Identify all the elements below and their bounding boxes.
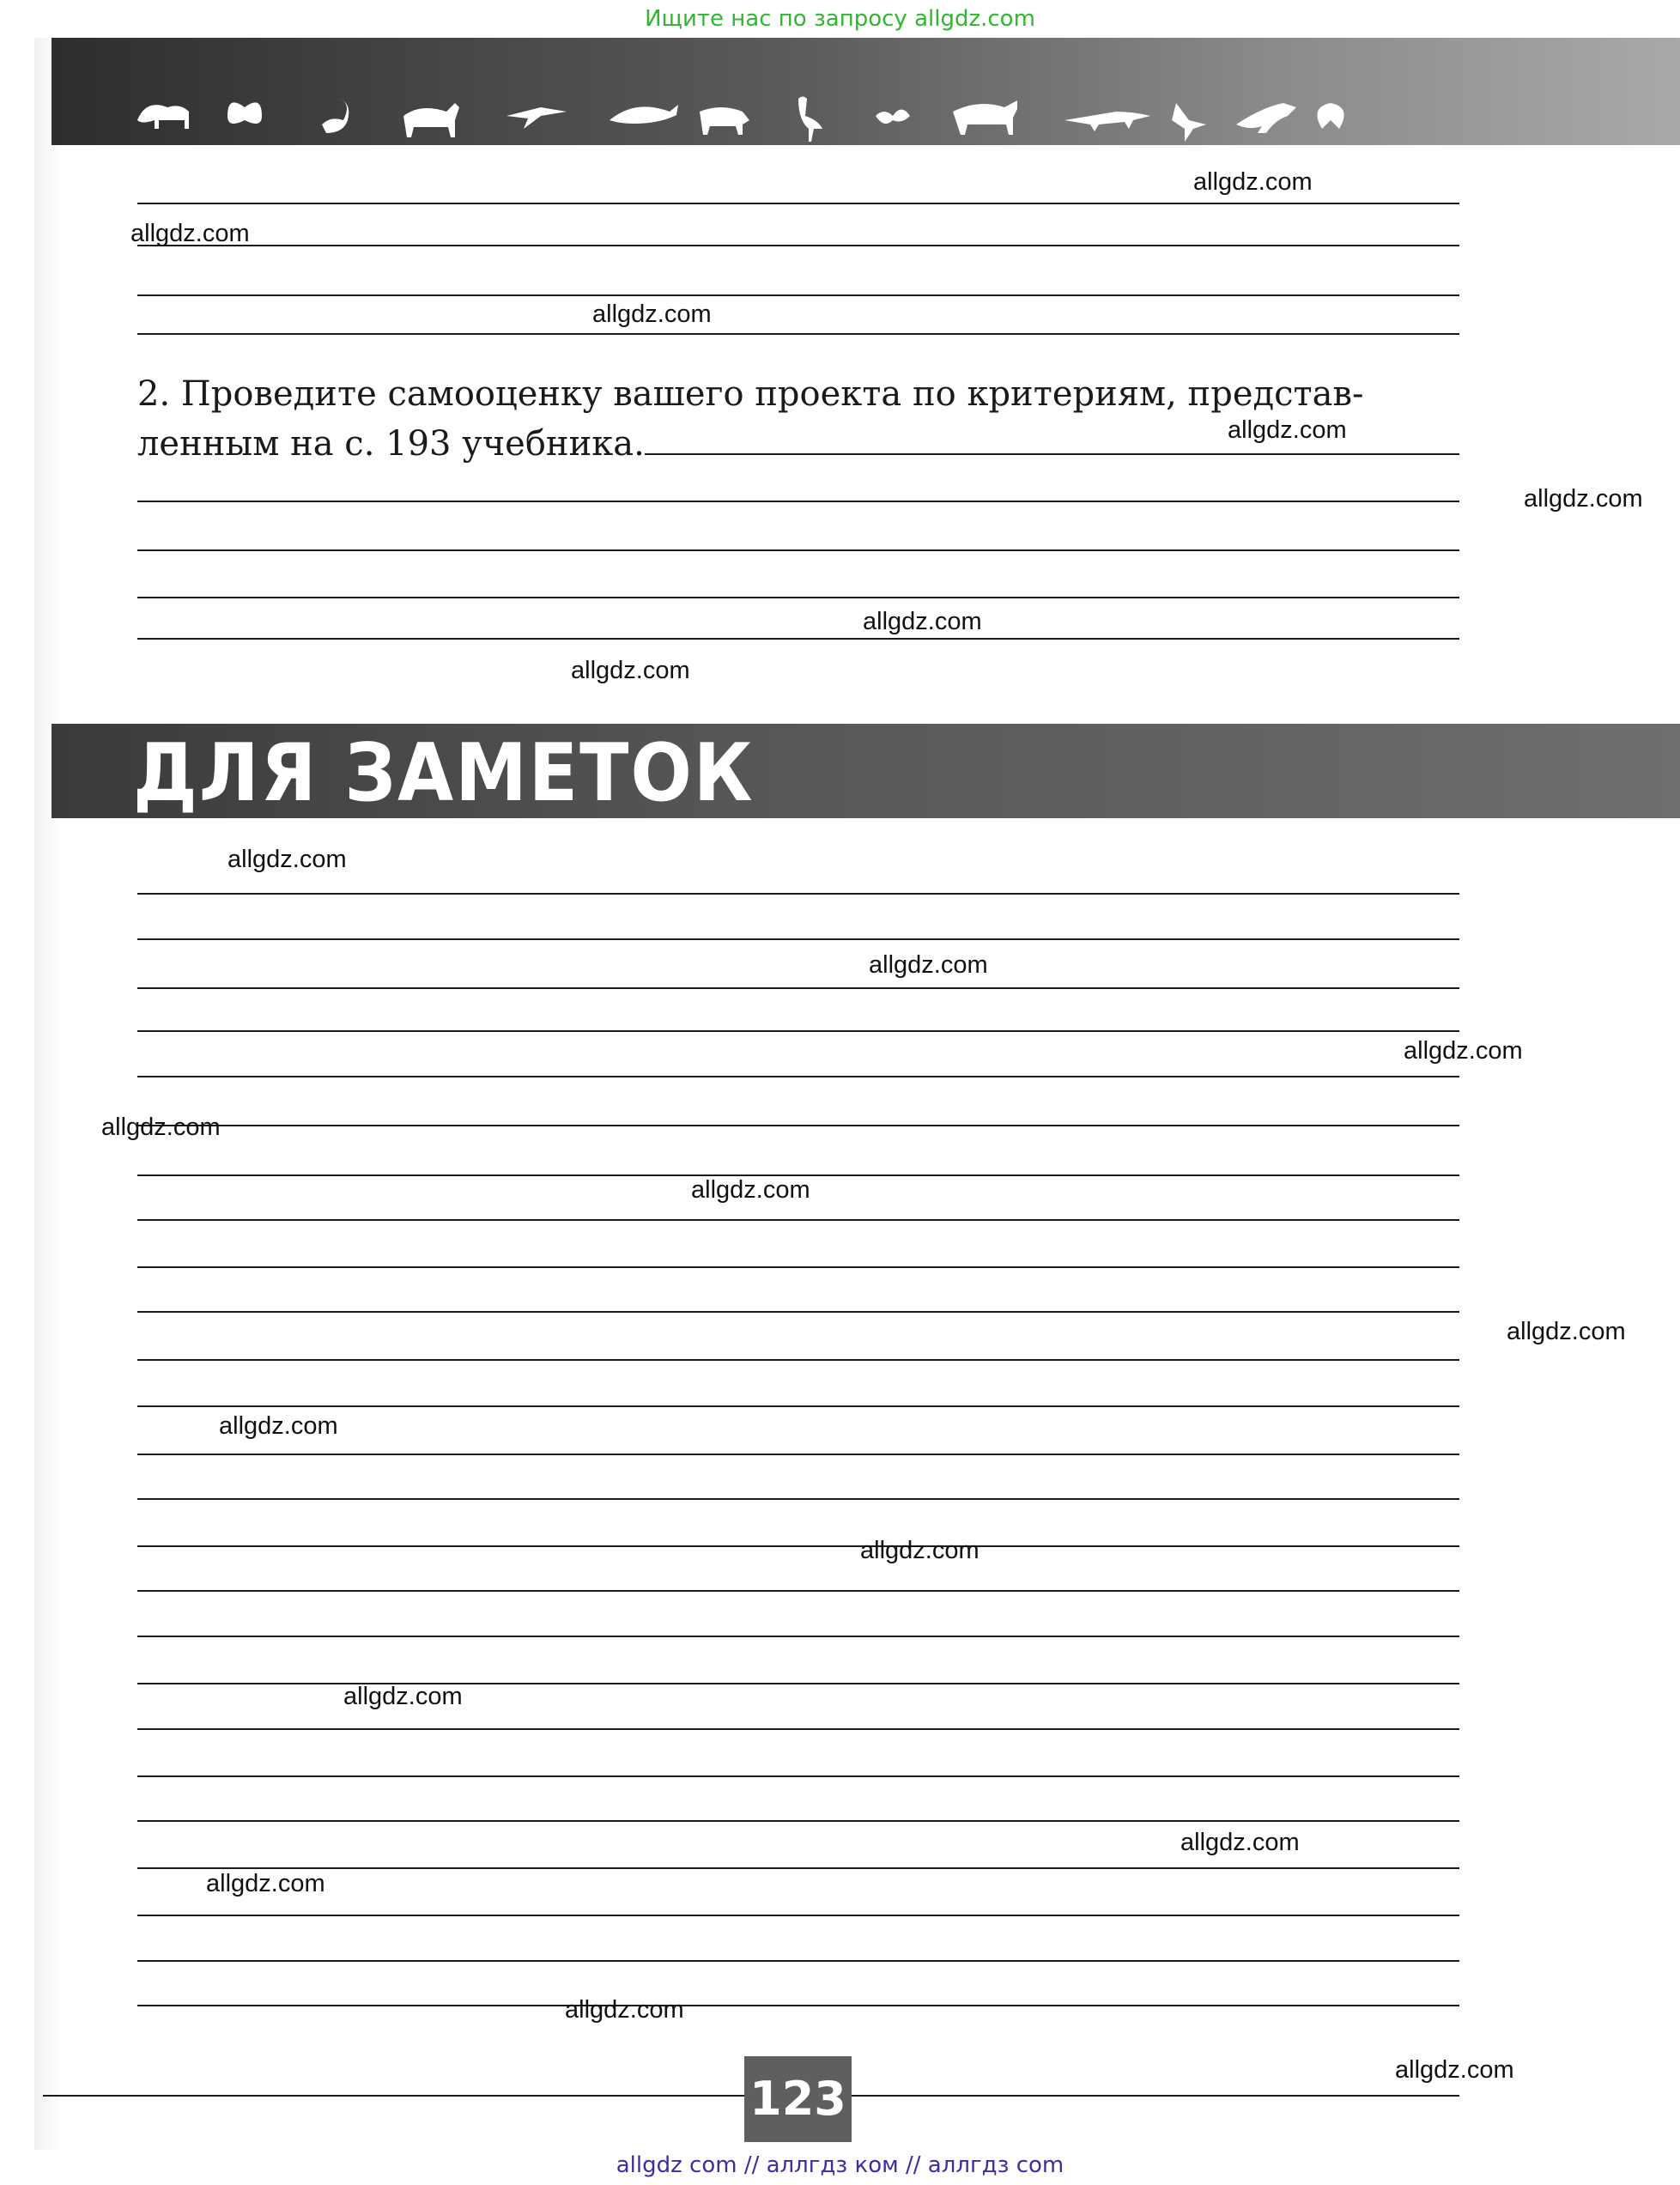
- rule-line: [137, 1775, 1459, 1777]
- page-number: 123: [749, 2072, 846, 2126]
- bottom-banner[interactable]: allgdz com // аллгдз ком // аллгдз com: [616, 2152, 1064, 2178]
- watermark: allgdz.com: [1524, 485, 1643, 513]
- rule-line: [137, 2005, 1459, 2006]
- rule-line: [137, 1636, 1459, 1637]
- rule-line: [137, 1683, 1459, 1684]
- watermark: allgdz.com: [1395, 2056, 1514, 2084]
- rule-line: [137, 1820, 1459, 1822]
- rule-line: [137, 1219, 1459, 1221]
- rule-line: [137, 1076, 1459, 1077]
- watermark: allgdz.com: [101, 1114, 221, 1141]
- rule-line: [137, 597, 1459, 598]
- rule-line: [137, 1960, 1459, 1962]
- watermark: allgdz.com: [227, 846, 347, 873]
- rule-line: [137, 203, 1459, 204]
- watermark: allgdz.com: [860, 1537, 979, 1564]
- top-banner[interactable]: Ищите нас по запросу allgdz.com: [645, 6, 1035, 32]
- task-number: 2.: [137, 374, 171, 414]
- rule-line: [137, 1728, 1459, 1730]
- watermark: allgdz.com: [571, 657, 690, 684]
- rule-line: [137, 333, 1459, 335]
- rule-line: [137, 638, 1459, 640]
- rule-line: [137, 1311, 1459, 1313]
- rule-line: [137, 1125, 1459, 1126]
- watermark: allgdz.com: [691, 1176, 810, 1204]
- watermark: allgdz.com: [219, 1412, 338, 1440]
- watermark: allgdz.com: [1507, 1318, 1626, 1345]
- rule-line: [137, 1359, 1459, 1361]
- watermark: allgdz.com: [869, 951, 988, 979]
- watermark: allgdz.com: [1228, 416, 1347, 444]
- rule-line: [137, 549, 1459, 551]
- ruled-lines: [137, 0, 1459, 2185]
- rule-line: [137, 1405, 1459, 1407]
- task-text-line-2: ленным на с. 193 учебника.: [137, 424, 645, 464]
- rule-line: [137, 893, 1459, 895]
- rule-line: [137, 1266, 1459, 1268]
- rule-line: [137, 245, 1459, 246]
- watermark: allgdz.com: [863, 608, 982, 635]
- section-title: ДЛЯ ЗАМЕТОК: [133, 726, 755, 819]
- rule-line: [137, 501, 1459, 502]
- rule-line: [137, 1590, 1459, 1592]
- rule-line: [137, 987, 1459, 989]
- book-spine-shadow: [34, 38, 60, 2150]
- watermark: allgdz.com: [1404, 1037, 1523, 1065]
- rule-line: [137, 1030, 1459, 1032]
- watermark: allgdz.com: [130, 220, 250, 247]
- rule-line: [137, 938, 1459, 940]
- rule-line: [137, 1454, 1459, 1455]
- rule-line: [137, 1867, 1459, 1869]
- watermark: allgdz.com: [343, 1683, 463, 1710]
- watermark: allgdz.com: [592, 300, 712, 328]
- rule-line: [137, 1498, 1459, 1500]
- watermark: allgdz.com: [565, 1996, 684, 2024]
- watermark: allgdz.com: [1180, 1829, 1300, 1856]
- rule-line: [137, 1915, 1459, 1916]
- rule-line: [137, 294, 1459, 296]
- watermark: allgdz.com: [1193, 168, 1313, 196]
- task-line-1: [137, 369, 1459, 419]
- task-text-line-1: Проведите самооценку вашего проекта по критериям, представ-: [180, 374, 1364, 414]
- rule-line: [137, 1545, 1459, 1547]
- watermark: allgdz.com: [206, 1870, 325, 1897]
